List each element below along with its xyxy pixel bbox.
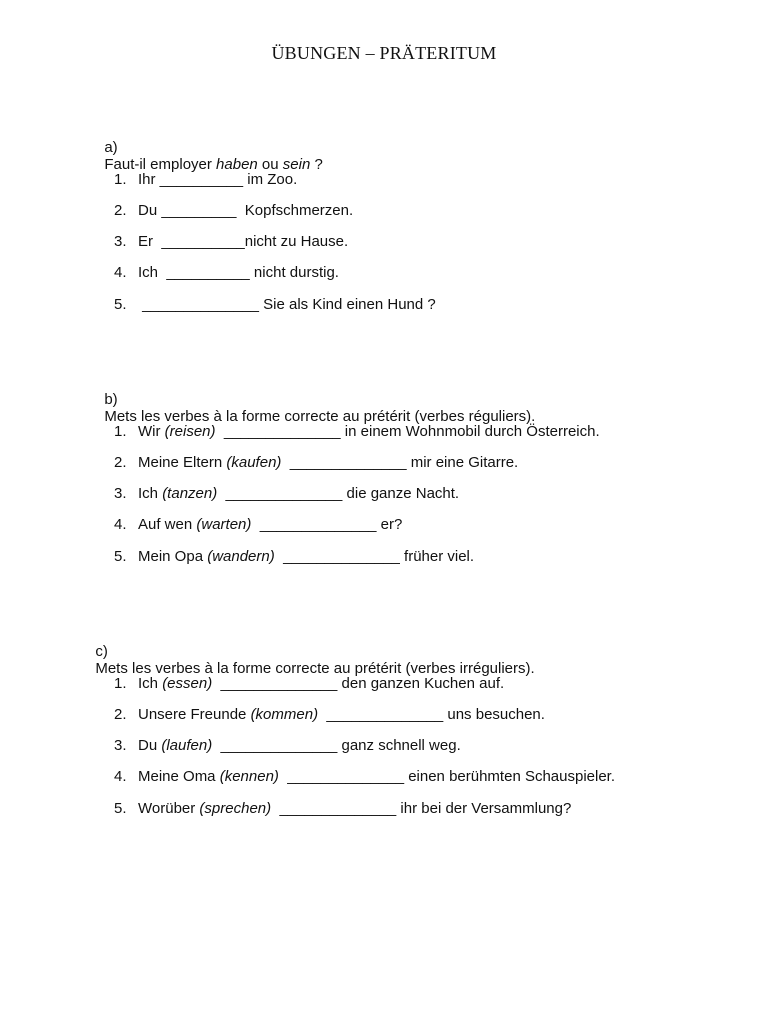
exercise-item: 3. Ich (tanzen) ______________ die ganze Nacht. [114,485,460,502]
heading-text: Faut-il employer haben ou sein ? [104,156,323,173]
section-label: c) [95,643,108,660]
section-c-heading [87,626,535,677]
page-title: ÜBUNGEN – PRÄTERITUM [271,43,497,63]
exercise-item: 2. Meine Eltern (kaufen) ______________ mir eine Gitarre. [114,454,519,471]
exercise-item: 4. Auf wen (warten) ______________ er? [114,516,403,533]
heading-text: Mets les verbes à la forme correcte au prétérit (verbes irréguliers). [95,660,535,677]
exercise-item: 3. Er __________nicht zu Hause. [114,233,349,250]
section-label: b) [104,391,118,408]
exercise-item: 4. Meine Oma (kennen) ______________ einen berühmten Schauspieler. [114,768,616,785]
section-a-heading [96,122,323,173]
exercise-item: 1. Wir (reisen) ______________ in einem Wohnmobil durch Österreich. [114,423,600,440]
exercise-item: 5. Worüber (sprechen) ______________ ihr bei der Versammlung? [114,800,572,817]
heading-text: Mets les verbes à la forme correcte au prétérit (verbes réguliers). [104,408,536,425]
exercise-item: 5. ______________ Sie als Kind einen Hund ? [114,296,436,313]
exercise-item: 1. Ihr __________ im Zoo. [114,171,298,188]
exercise-item: 2. Du _________ Kopfschmerzen. [114,202,354,219]
exercise-item: 1. Ich (essen) ______________ den ganzen Kuchen auf. [114,675,505,692]
section-b-heading [96,374,535,425]
exercise-item: 2. Unsere Freunde (kommen) ______________ uns besuchen. [114,706,545,723]
exercise-item: 4. Ich __________ nicht durstig. [114,264,339,281]
exercise-item: 5. Mein Opa (wandern) ______________ früher viel. [114,548,475,565]
exercise-item: 3. Du (laufen) ______________ ganz schnell weg. [114,737,461,754]
section-label: a) [104,139,118,156]
